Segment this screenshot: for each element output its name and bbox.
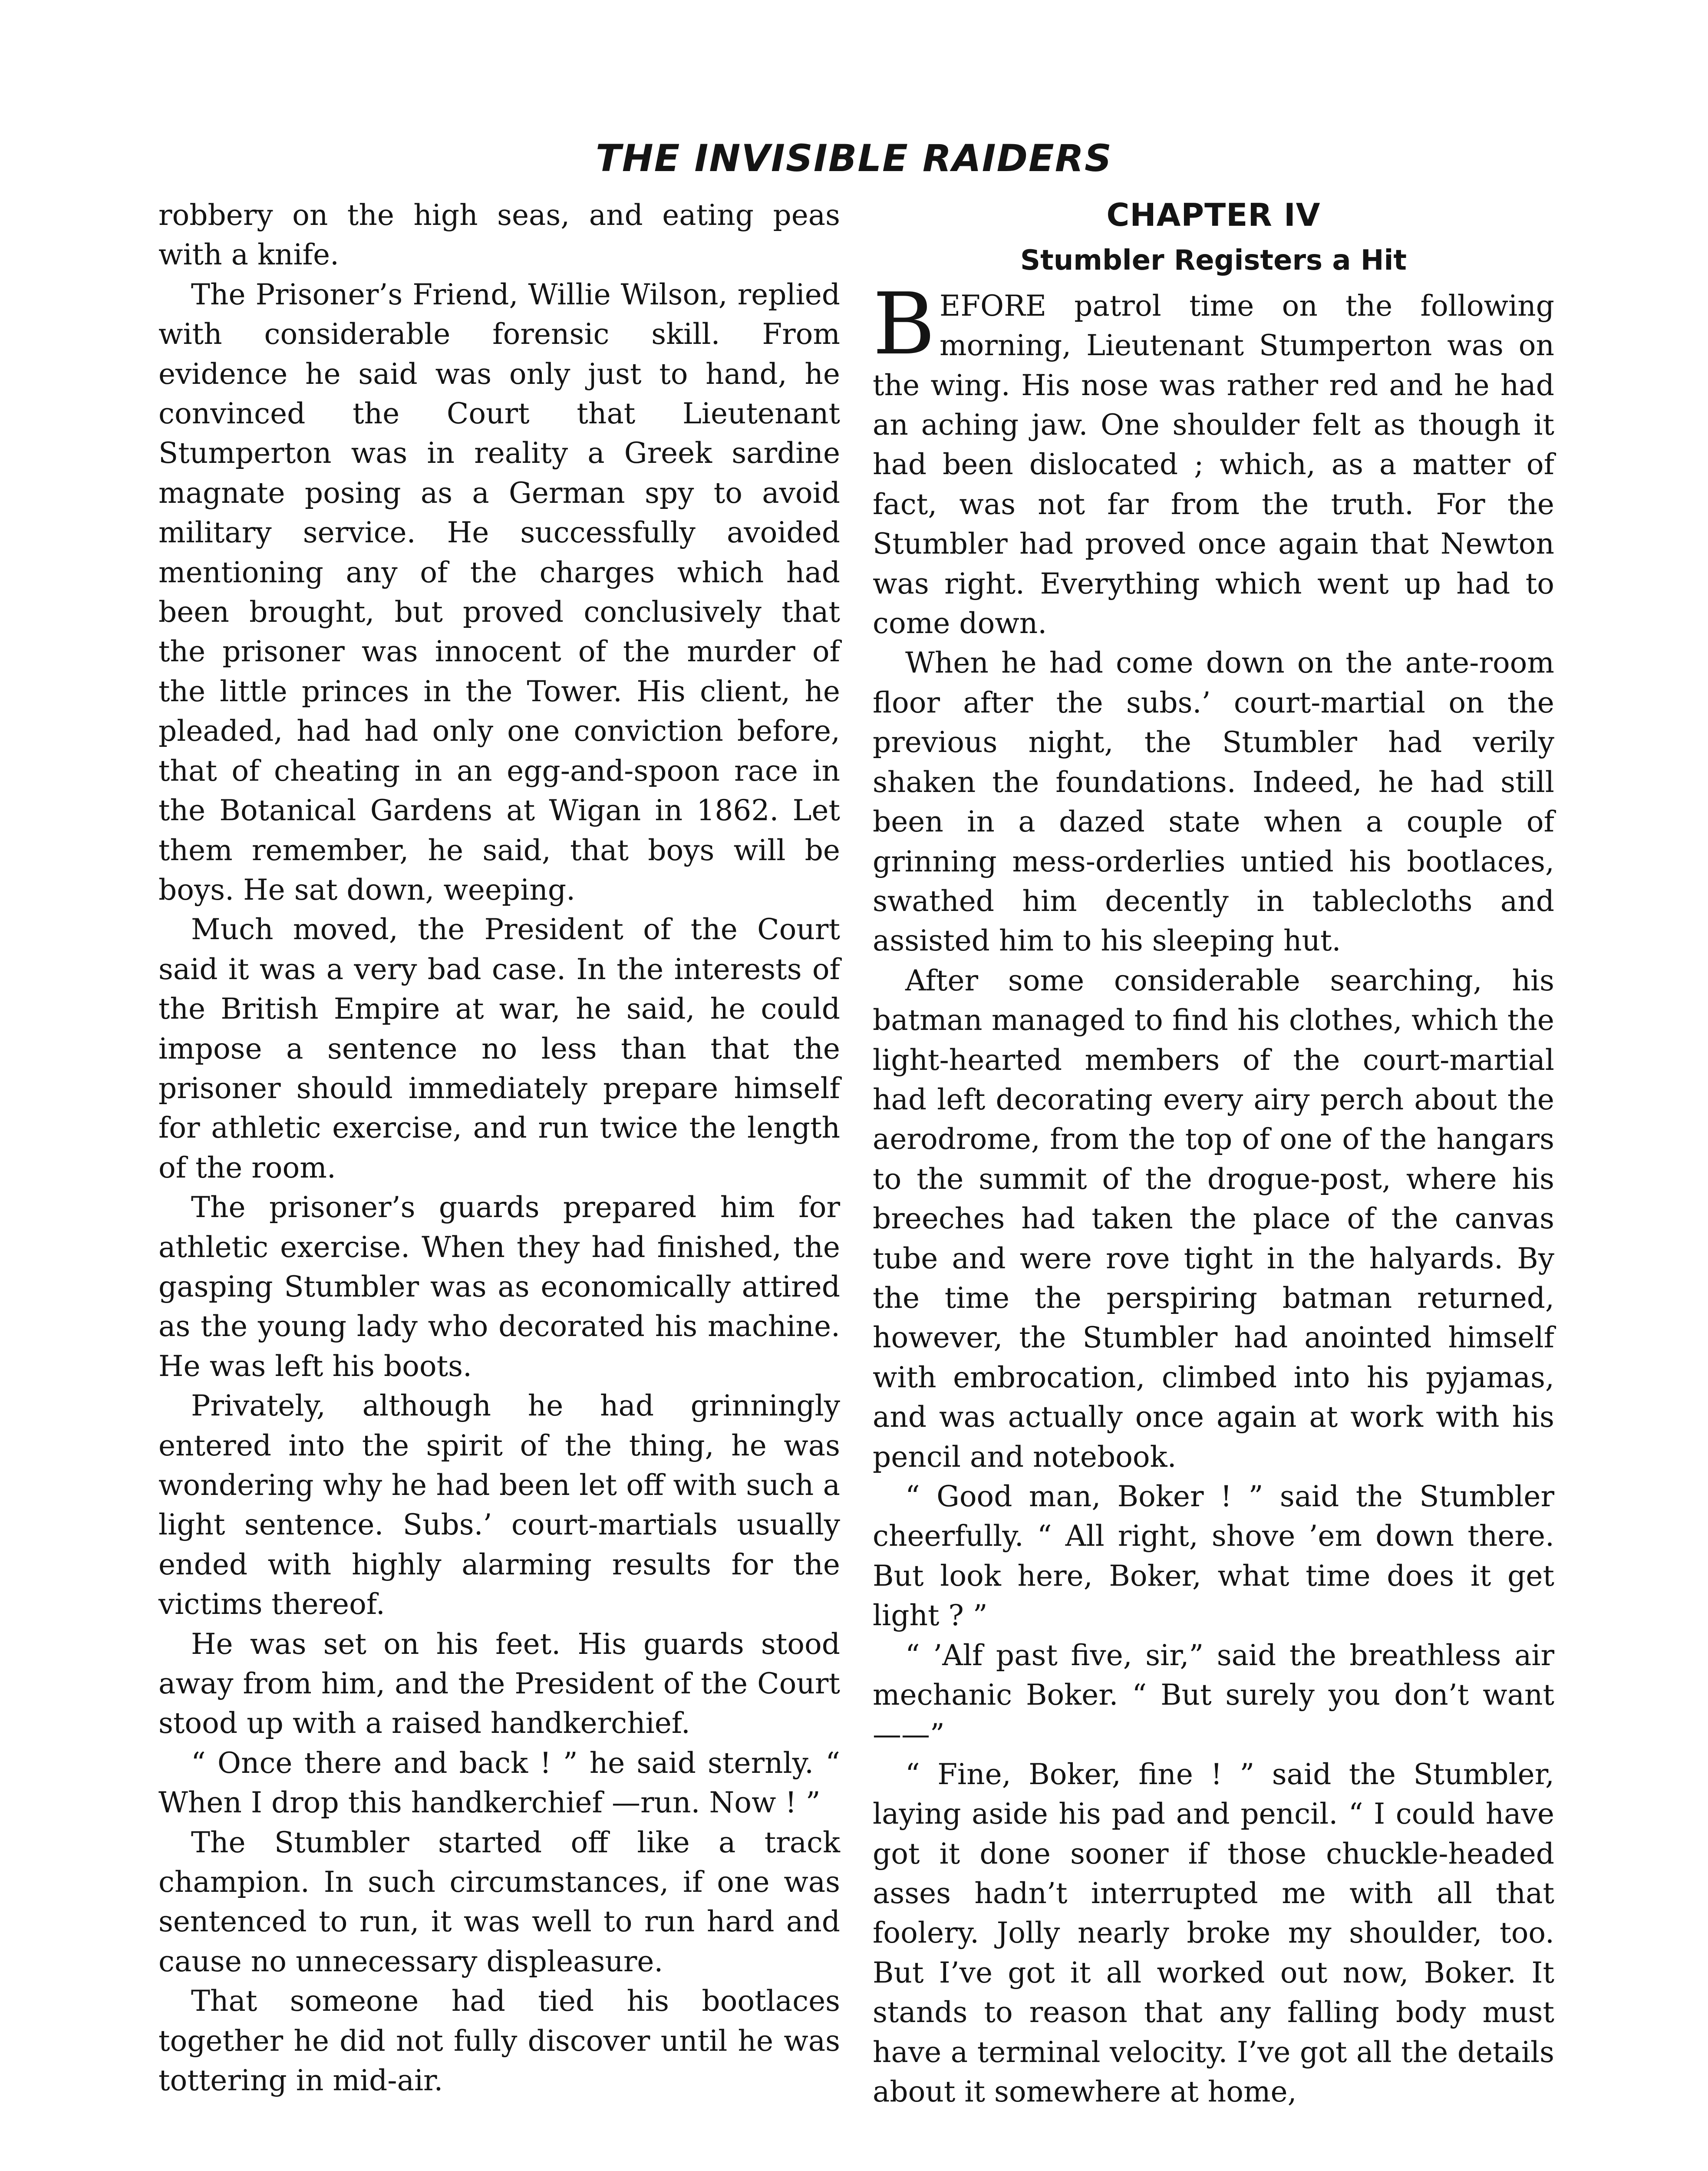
paragraph: Privately, although he had grinningly entered into the spirit of the thing, he was wondering why he had been let off with such a light sentence. Subs.’ court-martials usually ended with highly alarming results for the victims thereof. bbox=[158, 1389, 840, 1621]
paragraph: The Stumbler started off like a track champion. In such circumstances, if one was sentenced to run, it was well to run hard and cause no unnecessary displeasure. bbox=[158, 1825, 840, 1978]
paragraph: The prisoner’s guards prepared him for athletic exercise. When they had finished, the gasping Stumbler was as economically attired as the young lady who decorated his machine. He was left his boots. bbox=[158, 1191, 840, 1383]
paragraph: He was set on his feet. His guards stood away from him, and the President of the Court stood up with a raised handkerchief. bbox=[158, 1627, 840, 1740]
paragraph: The Prisoner’s Friend, Willie Wilson, replied with considerable forensic skill. From evidence he said was only just to hand, he convinced the Court that Lieutenant Stumperton was in reality a Greek sardine magnate posing as a German spy to avoid military service. He successfully avoided mentioning any of the charges which had been brought, but proved conclusively that the prisoner was innocent of the murder of the little princes in the Tower. His client, he pleaded, had had only one conviction before, that of cheating in an egg-and-spoon race in the Botanical Gardens at Wigan in 1862. Let them remember, he said, that boys will be boys. He sat down, weeping. bbox=[158, 277, 840, 907]
chapter-title: CHAPTER IV bbox=[1106, 197, 1321, 233]
paragraph: Much moved, the President of the Court said it was a very bad case. In the interests of the British Empire at war, he said, he could impose a sentence no less than that the prisoner should immediately prepare himself for athletic exercise, and run twice the length of the room. bbox=[158, 913, 840, 1184]
drop-cap: B bbox=[873, 274, 936, 374]
opening-paragraph bbox=[873, 274, 1554, 643]
paragraph: That someone had tied his bootlaces together he did not fully discover until he was tottering in mid-air. bbox=[158, 1984, 840, 2098]
paragraph: “ Once there and back ! ” he said sternly. “ When I drop this handkerchief —run. Now ! ” bbox=[158, 1746, 840, 1820]
paragraph: “ Fine, Boker, fine ! ” said the Stumbler, laying aside his pad and pencil. “ I could have got it done sooner if those chuckle-headed asses hadn’t interrupted me with all that foolery. Jolly nearly broke my shoulder, too. But I’ve got it all worked out now, Boker. It stands to reason that any falling body must have a terminal velocity. I’ve got all the details about it somewhere at home, bbox=[873, 1757, 1554, 2109]
paragraph: “ Good man, Boker ! ” said the Stumbler cheerfully. “ All right, shove ’em down there. But look here, Boker, what time does it get light ? ” bbox=[873, 1480, 1554, 1633]
paragraph: When he had come down on the ante-room floor after the subs.’ court-martial on the previous night, the Stumbler had verily shaken the foundations. Indeed, he had still been in a dazed state when a couple of grinning mess-orderlies untied his bootlaces, swathed him decently in tablecloths and assisted him to his sleeping hut. bbox=[873, 646, 1554, 958]
paragraph: robbery on the high seas, and eating peas with a knife. bbox=[158, 198, 840, 272]
running-head: THE INVISIBLE RAIDERS bbox=[596, 137, 1112, 180]
paragraph: “ ’Alf past five, sir,” said the breathless air mechanic Boker. “ But surely you don’t want——” bbox=[873, 1638, 1554, 1752]
paragraph: After some considerable searching, his batman managed to find his clothes, which the light-hearted members of the court-martial had left decorating every airy perch about the aerodrome, from the top of one of the hangars to the summit of the drogue-post, where his breeches had taken the place of the canvas tube and were rove tight in the halyards. By the time the perspiring batman returned, however, the Stumbler had anointed himself with embrocation, climbed into his pyjamas, and was actually once again at work with his pencil and notebook. bbox=[873, 963, 1554, 1474]
left-column bbox=[158, 195, 840, 2101]
chapter-subtitle: Stumbler Registers a Hit bbox=[1020, 244, 1407, 277]
opening-paragraph-text: EFORE patrol time on the following morning, Lieutenant Stumperton was on the wing. His nose was rather red and he had an aching jaw. One shoulder felt as though it had been dislocated ; which, as a matter of fact, was not far from the truth. For the Stumbler had proved once again that Newton was right. Everything which went up had to come down. bbox=[873, 289, 1554, 640]
right-column bbox=[873, 195, 1554, 2112]
